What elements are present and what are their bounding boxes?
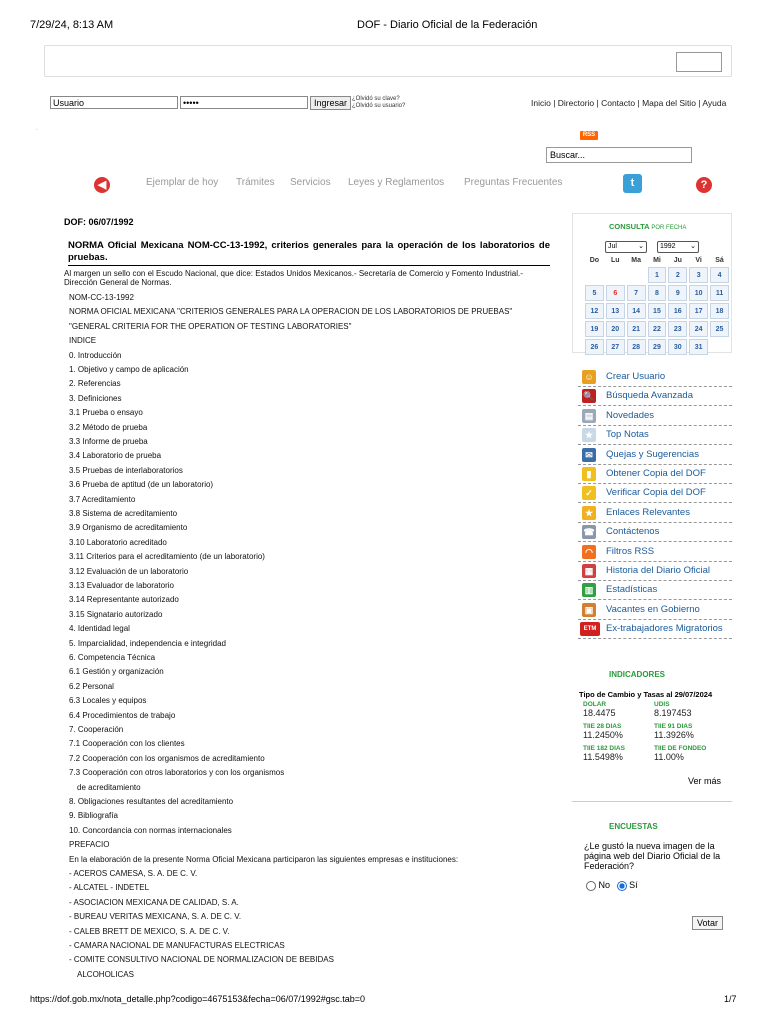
article-line: 6.1 Gestión y organización bbox=[69, 667, 164, 677]
menu-item[interactable] bbox=[578, 562, 732, 581]
article-line: INDICE bbox=[69, 336, 97, 346]
calendar-day[interactable]: 11 bbox=[710, 285, 729, 301]
calendar-heading-sub: POR FECHA bbox=[651, 225, 687, 231]
menu-item[interactable] bbox=[578, 581, 732, 600]
indicator-label: TIIE DE FONDEO bbox=[654, 745, 707, 752]
login-button[interactable]: Ingresar bbox=[310, 96, 351, 110]
menu-item[interactable] bbox=[578, 601, 732, 620]
article-line: 10. Concordancia con normas internacionales bbox=[69, 825, 232, 835]
indicator-label: TIIE 28 DIAS bbox=[583, 723, 622, 730]
password-input[interactable] bbox=[180, 96, 308, 109]
article-line: 6.2 Personal bbox=[69, 681, 114, 691]
article-line: NORMA OFICIAL MEXICANA "CRITERIOS GENERALES PARA LA OPERACION DE LOS LABORATORIOS DE PRUEBAS" bbox=[69, 307, 513, 317]
menu-item-label: Estadísticas bbox=[606, 584, 658, 596]
calendar-day[interactable]: 10 bbox=[689, 285, 708, 301]
menu-item[interactable] bbox=[578, 543, 732, 562]
indicator bbox=[654, 701, 692, 718]
nav-leyes[interactable]: Leyes y Reglamentos bbox=[348, 177, 445, 188]
indicator-label: TIIE 182 DIAS bbox=[583, 745, 625, 752]
calendar-day[interactable]: 2 bbox=[668, 267, 687, 283]
radio-no[interactable] bbox=[586, 881, 596, 891]
search-icon: 🔍 bbox=[583, 391, 595, 402]
calendar-empty bbox=[627, 267, 646, 283]
verify-folder-icon: ✓ bbox=[582, 486, 596, 500]
article-line: 7.2 Cooperación con los organismos de acreditamiento bbox=[69, 753, 265, 763]
stats-icon: ▥ bbox=[582, 583, 596, 597]
calendar-day[interactable]: 21 bbox=[627, 321, 646, 337]
user-add-icon: ☺ bbox=[582, 370, 596, 384]
article-line: 6.3 Locales y equipos bbox=[69, 696, 147, 706]
rss-icon: ◠ bbox=[582, 545, 596, 559]
indicator bbox=[583, 745, 625, 762]
year-select[interactable]: 1992 ⌄ bbox=[657, 241, 699, 253]
menu-item-label: Obtener Copia del DOF bbox=[606, 468, 706, 479]
menu-item[interactable] bbox=[578, 523, 732, 542]
menu-item-label: Historia del Diario Oficial bbox=[606, 565, 711, 576]
article-line: 3.1 Prueba o ensayo bbox=[69, 408, 143, 418]
nav-ejemplar-hoy[interactable]: Ejemplar de hoy bbox=[146, 177, 219, 188]
indicator-value: 11.2450% bbox=[583, 730, 623, 740]
forgot-password-link[interactable]: ¿Olvidó su clave? bbox=[352, 96, 400, 102]
calendar-empty bbox=[585, 267, 604, 283]
indicator-label: TIIE 91 DIAS bbox=[654, 723, 693, 730]
menu-item-label: Enlaces Relevantes bbox=[606, 506, 690, 518]
article-line: 1. Objetivo y campo de aplicación bbox=[69, 365, 189, 374]
article-line: ALCOHOLICAS bbox=[77, 969, 134, 979]
calendar-day[interactable]: 3 bbox=[689, 267, 708, 283]
calendar-day[interactable]: 6 bbox=[606, 285, 625, 301]
menu-item-label: Top Notas bbox=[606, 429, 649, 441]
article-line: 3.14 Representante autorizado bbox=[69, 595, 179, 605]
calendar-day[interactable]: 17 bbox=[689, 303, 708, 319]
calendar-day[interactable]: 4 bbox=[710, 267, 729, 283]
star-doc-icon: ★ bbox=[582, 428, 596, 442]
article-line: 3.2 Método de prueba bbox=[69, 422, 148, 432]
poll-question: ¿Le gustó la nueva imagen de la página web del Diario Oficial de la Federación? bbox=[584, 841, 721, 871]
top-links: Inicio | Directorio | Contacto | Mapa del Sitio | Ayuda bbox=[531, 98, 727, 108]
weekday-header: Vi bbox=[695, 257, 702, 264]
article-line: 7. Cooperación bbox=[69, 725, 124, 734]
article-line: de acreditamiento bbox=[77, 782, 141, 792]
indicator bbox=[583, 723, 623, 740]
menu-item[interactable] bbox=[578, 446, 732, 465]
indicators-heading: INDICADORES bbox=[609, 670, 666, 679]
article-line: 3.10 Laboratorio acreditado bbox=[69, 537, 167, 547]
nav-preguntas[interactable]: Preguntas Frecuentes bbox=[464, 177, 563, 188]
indicator bbox=[654, 723, 694, 740]
indicator-value: 8.197453 bbox=[654, 708, 692, 718]
top-banner-input[interactable] bbox=[676, 52, 722, 72]
article-line: 5. Imparcialidad, independencia e integridad bbox=[69, 638, 226, 648]
article-line: 3.11 Criterios para el acreditamiento (de un laboratorio) bbox=[69, 552, 265, 562]
help-icon[interactable]: ? bbox=[696, 177, 712, 193]
article-line: 0. Introducción bbox=[69, 350, 122, 360]
article-line: 9. Bibliografía bbox=[69, 811, 118, 821]
menu-item[interactable] bbox=[578, 465, 732, 484]
calendar-day[interactable]: 15 bbox=[648, 303, 667, 319]
search-input[interactable] bbox=[546, 147, 692, 163]
nav-servicios[interactable]: Servicios bbox=[290, 177, 331, 188]
calendar-day[interactable]: 20 bbox=[606, 321, 625, 337]
indicator-label: DOLAR bbox=[583, 701, 607, 708]
option-si-label: Sí bbox=[629, 880, 638, 890]
calendar-panel bbox=[572, 213, 732, 353]
calendar-day[interactable]: 23 bbox=[668, 321, 687, 337]
print-page-title: DOF - Diario Oficial de la Federación bbox=[357, 19, 538, 31]
article-date: DOF: 06/07/1992 bbox=[64, 217, 134, 227]
top-banner bbox=[44, 45, 732, 77]
calendar-day[interactable]: 7 bbox=[627, 285, 646, 301]
option-no-label: No bbox=[598, 880, 611, 890]
twitter-icon[interactable]: t bbox=[623, 174, 642, 193]
side-menu bbox=[578, 368, 732, 640]
menu-item-label: Verificar Copia del DOF bbox=[606, 487, 706, 499]
article-line: 3.7 Acreditamiento bbox=[69, 494, 136, 504]
article-line: 3. Definiciones bbox=[69, 393, 122, 403]
article-line: - CALEB BRETT DE MEXICO, S. A. DE C. V. bbox=[69, 926, 230, 936]
indicator-value: 11.3926% bbox=[654, 730, 694, 740]
history-icon: ▦ bbox=[582, 564, 596, 578]
article-line: 3.15 Signatario autorizado bbox=[69, 609, 163, 619]
back-arrow-icon[interactable]: ◀ bbox=[94, 177, 110, 193]
ver-mas-link[interactable]: Ver más bbox=[688, 776, 722, 786]
calendar-grid bbox=[583, 254, 731, 357]
poll-heading: ENCUESTAS bbox=[609, 822, 658, 831]
footer-page: 1/7 bbox=[724, 994, 737, 1004]
menu-item-label: Ex-trabajadores Migratorios bbox=[606, 623, 723, 635]
menu-item[interactable] bbox=[578, 620, 732, 639]
menu-item[interactable] bbox=[578, 484, 732, 503]
weekday-header: Sá bbox=[715, 257, 724, 264]
article-line: - ASOCIACION MEXICANA DE CALIDAD, S. A. bbox=[69, 897, 239, 907]
article-line: 3.6 Prueba de aptitud (de un laboratorio) bbox=[69, 480, 214, 490]
link-contacto[interactable]: Contacto bbox=[601, 98, 636, 108]
mailbox-icon: ✉ bbox=[582, 448, 596, 462]
etm-icon: ETM bbox=[580, 622, 600, 636]
calendar-day[interactable]: 31 bbox=[689, 339, 708, 355]
article-body bbox=[69, 293, 555, 983]
article-line: "GENERAL CRITERIA FOR THE OPERATION OF TESTING LABORATORIES" bbox=[69, 321, 352, 331]
print-datetime: 7/29/24, 8:13 AM bbox=[30, 19, 114, 31]
article-line: 3.8 Sistema de acreditamiento bbox=[69, 509, 178, 518]
menu-item[interactable] bbox=[578, 387, 732, 406]
indicator-value: 18.4475 bbox=[583, 708, 616, 718]
article-line: NOM-CC-13-1992 bbox=[69, 293, 134, 302]
menu-item-label: Crear Usuario bbox=[606, 371, 666, 382]
indicators-panel bbox=[572, 665, 732, 802]
weekday-header: Do bbox=[589, 257, 600, 264]
link-directorio[interactable]: Directorio bbox=[557, 98, 595, 108]
indicators-subtitle: Tipo de Cambio y Tasas al 29/07/2024 bbox=[579, 690, 713, 699]
calendar-day[interactable]: 28 bbox=[627, 339, 646, 355]
weekday-header: Mi bbox=[653, 257, 661, 264]
article-line: 4. Identidad legal bbox=[69, 624, 130, 634]
calendar-day[interactable]: 9 bbox=[668, 285, 687, 301]
vote-button[interactable]: Votar bbox=[692, 916, 723, 930]
weekday-header: Lu bbox=[610, 257, 620, 264]
article-line: 6.4 Procedimientos de trabajo bbox=[69, 710, 176, 720]
indicator-value: 11.00% bbox=[654, 752, 684, 762]
article-line: - ALCATEL - INDETEL bbox=[69, 883, 150, 893]
indicator bbox=[654, 745, 706, 762]
menu-item-label: Búsqueda Avanzada bbox=[606, 390, 693, 402]
calendar-day[interactable]: 12 bbox=[585, 303, 604, 319]
link-ayuda[interactable]: Ayuda bbox=[702, 98, 727, 108]
article-line: 3.9 Organismo de acreditamiento bbox=[69, 523, 188, 533]
star-icon: ★ bbox=[582, 506, 596, 520]
article-intro: Al margen un sello con el Escudo Nacional, que dice: Estados Unidos Mexicanos.- Secretaría de Comercio y Fomento Industrial.- Dirección General de Normas. bbox=[64, 269, 523, 287]
calendar-day[interactable]: 5 bbox=[585, 285, 604, 301]
username-input[interactable] bbox=[50, 96, 178, 109]
article-line: PREFACIO bbox=[69, 840, 110, 850]
article-line: 7.1 Cooperación con los clientes bbox=[69, 739, 185, 749]
calendar-empty bbox=[606, 267, 625, 283]
menu-item-label: Contáctenos bbox=[606, 526, 660, 538]
footer-url: https://dof.gob.mx/nota_detalle.php?codigo=4675153&fecha=06/07/1992#gsc.tab=0 bbox=[30, 994, 366, 1004]
poll-panel bbox=[572, 817, 732, 937]
article-line: 6. Competencia Técnica bbox=[69, 653, 156, 662]
article-line: 7.3 Cooperación con otros laboratorios y con los organismos bbox=[69, 768, 285, 778]
calendar-day[interactable]: 1 bbox=[648, 267, 667, 283]
calendar-day[interactable]: 14 bbox=[627, 303, 646, 319]
contact-card-icon: ☎ bbox=[583, 527, 595, 538]
link-inicio[interactable]: Inicio bbox=[531, 98, 551, 108]
menu-item-label: Filtros RSS bbox=[606, 545, 655, 557]
calendar-day[interactable]: 16 bbox=[668, 303, 687, 319]
menu-item-label: Vacantes en Gobierno bbox=[606, 603, 700, 615]
menu-item[interactable] bbox=[578, 426, 732, 445]
radio-si[interactable] bbox=[617, 881, 627, 891]
article-line: 8. Obligaciones resultantes del acreditamiento bbox=[69, 797, 234, 806]
menu-item[interactable] bbox=[578, 407, 732, 426]
article-line: En la elaboración de la presente Norma Oficial Mexicana participaron las siguientes empresas e instituciones: bbox=[69, 854, 459, 864]
article-line: - CAMARA NACIONAL DE MANUFACTURAS ELECTRICAS bbox=[69, 941, 285, 950]
forgot-user-link[interactable]: ¿Olvidó su usuario? bbox=[352, 103, 406, 109]
calendar-day[interactable]: 13 bbox=[606, 303, 625, 319]
calendar-day[interactable]: 19 bbox=[585, 321, 604, 337]
month-select[interactable]: Jul ⌄ bbox=[605, 241, 647, 253]
indicator-label: UDIS bbox=[654, 701, 670, 708]
calendar-day[interactable]: 25 bbox=[710, 321, 729, 337]
calendar-day[interactable]: 8 bbox=[648, 285, 667, 301]
article-line: - ACEROS CAMESA, S. A. DE C. V. bbox=[69, 869, 198, 878]
article-line: - COMITE CONSULTIVO NACIONAL DE NORMALIZACION DE BEBIDAS bbox=[69, 955, 334, 965]
article-line: 3.13 Evaluador de laboratorio bbox=[69, 581, 174, 590]
article-line: 3.3 Informe de prueba bbox=[69, 437, 148, 446]
article-line: 3.4 Laboratorio de prueba bbox=[69, 451, 162, 461]
article-line: 2. Referencias bbox=[69, 379, 121, 389]
calendar-day[interactable]: 24 bbox=[689, 321, 708, 337]
rss-badge[interactable]: RSS bbox=[580, 131, 598, 140]
weekday-header: Ju bbox=[673, 257, 682, 264]
article-title: NORMA Oficial Mexicana NOM-CC-13-1992, criterios generales para la operación de los laboratorios de pruebas. bbox=[68, 240, 550, 263]
newspaper-icon: ▤ bbox=[582, 409, 596, 423]
menu-item-label: Quejas y Sugerencias bbox=[606, 448, 699, 460]
calendar-day[interactable]: 22 bbox=[648, 321, 667, 337]
link-mapa-sitio[interactable]: Mapa del Sitio bbox=[642, 98, 696, 108]
calendar-day[interactable]: 18 bbox=[710, 303, 729, 319]
menu-item-label: Novedades bbox=[606, 409, 655, 421]
calendar-empty bbox=[710, 339, 729, 355]
folder-icon: ▮ bbox=[582, 467, 596, 481]
calendar-day[interactable]: 27 bbox=[606, 339, 625, 355]
calendar-day[interactable]: 30 bbox=[668, 339, 687, 355]
menu-item[interactable] bbox=[578, 504, 732, 523]
nav-tramites[interactable]: Trámites bbox=[236, 177, 275, 188]
poll-options bbox=[586, 880, 638, 891]
calendar-day[interactable]: 29 bbox=[648, 339, 667, 355]
weekday-header: Ma bbox=[631, 257, 641, 264]
jobs-icon: ▣ bbox=[582, 603, 596, 617]
title-divider bbox=[68, 265, 550, 266]
indicator-value: 11.5498% bbox=[583, 752, 623, 762]
calendar-day[interactable]: 26 bbox=[585, 339, 604, 355]
indicator bbox=[583, 701, 616, 718]
article-line: 3.12 Evaluación de un laboratorio bbox=[69, 566, 189, 576]
calendar-heading: CONSULTA bbox=[609, 222, 650, 231]
menu-item[interactable] bbox=[578, 368, 732, 387]
dot-divider: . bbox=[36, 126, 38, 132]
article-line: - BUREAU VERITAS MEXICANA, S. A. DE C. V. bbox=[69, 912, 242, 922]
article-line: 3.5 Pruebas de interlaboratorios bbox=[69, 465, 183, 475]
